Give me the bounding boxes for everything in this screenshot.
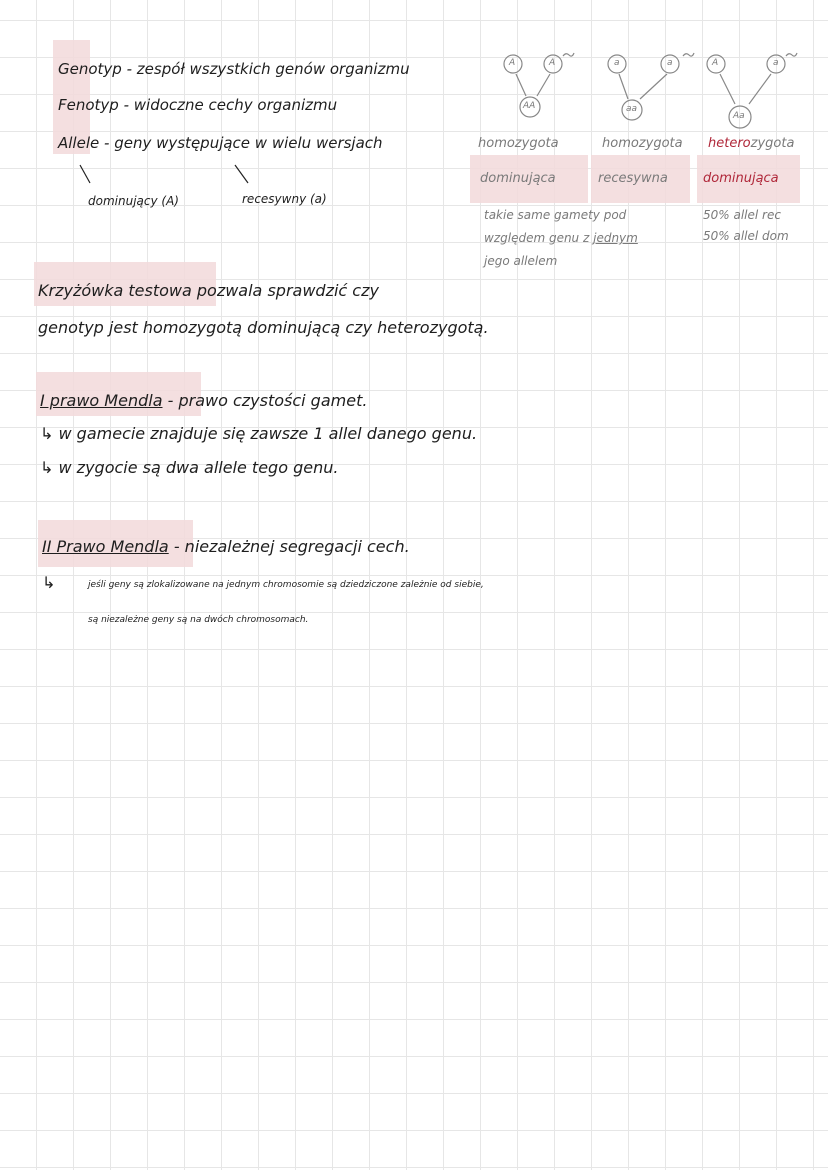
diagram-label: dominująca <box>703 171 779 186</box>
gamete-label: A <box>509 58 516 68</box>
homozygote-note: względem genu z jednym <box>484 231 638 245</box>
heterozygote-note: 50% allel rec <box>703 208 781 222</box>
law1-point: ↳ w zygocie są dwa allele tego genu. <box>40 458 339 477</box>
branch-line-left <box>80 165 90 183</box>
heterozygote-note: 50% allel dom <box>703 229 789 243</box>
law1-heading: I prawo Mendla - prawo czystości gamet. <box>40 391 368 410</box>
allele-dominant: dominujący (A) <box>88 194 179 208</box>
homozygote-note: jego allelem <box>484 254 558 268</box>
definition-fenotyp: Fenotyp - widoczne cechy organizmu <box>58 96 338 114</box>
zygote-label: Aa <box>733 111 745 121</box>
definition-allele: Allele - geny występujące w wielu wersjach <box>58 134 383 152</box>
definition-genotyp: Genotyp - zespół wszystkich genów organizmu <box>58 60 410 78</box>
test-cross-line1: Krzyżówka testowa pozwala sprawdzić czy <box>38 281 379 300</box>
homozygote-note: takie same gamety pod <box>484 208 627 222</box>
gamete-label: A <box>549 58 556 68</box>
gamete-label: A <box>712 58 719 68</box>
branch-line-right <box>235 165 248 183</box>
diagram-label: dominująca <box>480 171 556 186</box>
gamete-label: a <box>667 58 673 68</box>
zygote-label: AA <box>523 101 536 111</box>
gamete-label: a <box>614 58 620 68</box>
diagram-label: homozygota <box>478 136 559 151</box>
law1-point: ↳ w gamecie znajduje się zawsze 1 allel danego genu. <box>40 424 478 443</box>
diagram-label: heterozygota <box>708 136 795 151</box>
law2-arrow: ↳ <box>42 573 56 592</box>
zygote-label: aa <box>626 104 638 114</box>
diagram-label: recesywna <box>598 171 668 186</box>
test-cross-line2: genotyp jest homozygotą dominującą czy heterozygotą. <box>38 318 489 337</box>
gamete-label: a <box>773 58 779 68</box>
diagram-label: homozygota <box>602 136 683 151</box>
law2-point: są niezależne geny są na dwóch chromosomach. <box>88 615 309 625</box>
law2-point: jeśli geny są zlokalizowane na jednym chromosomie są dziedziczone zależnie od siebie, <box>88 580 484 590</box>
allele-recessive: recesywny (a) <box>242 192 327 206</box>
genetics-diagram <box>0 0 828 300</box>
law2-heading: II Prawo Mendla - niezależnej segregacji cech. <box>42 537 410 556</box>
